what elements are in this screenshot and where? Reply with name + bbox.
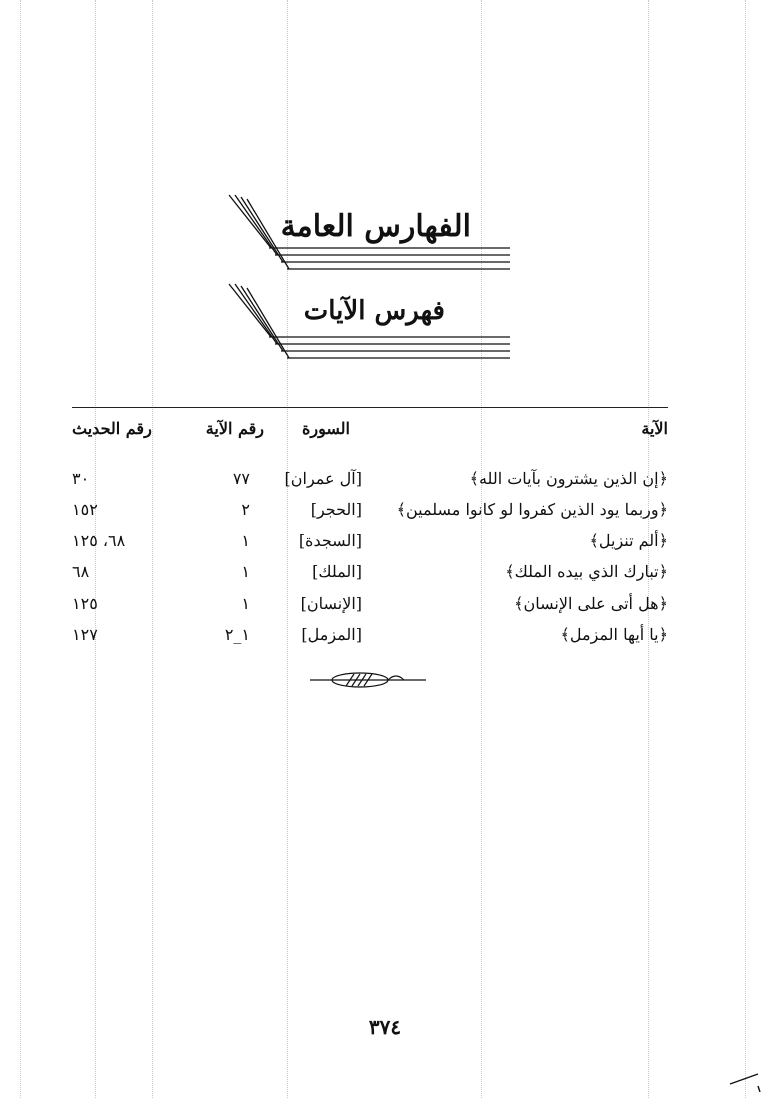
hadith-number: ١٢٧ [72, 625, 98, 644]
ayah-number: ١_٢ [224, 625, 250, 644]
table-row [72, 558, 668, 588]
verse-text: ﴿يا أيها المزمل﴾ [560, 625, 668, 644]
hadith-number: ١٢٥ [72, 594, 98, 613]
header-ayah-number: رقم الآية [205, 419, 264, 438]
end-ornament-icon [308, 668, 428, 692]
verse-text: ﴿وربما يود الذين كفروا لو كانوا مسلمين﴾ [396, 500, 668, 519]
table-row [72, 621, 668, 651]
page-number: ٣٧٤ [368, 1015, 402, 1039]
sub-heading-banner [225, 282, 515, 382]
verse-text: ﴿ألم تنزيل﴾ [589, 531, 668, 550]
table-row [72, 527, 668, 557]
ayah-number: ١ [241, 594, 250, 613]
ayah-number: ٧٧ [232, 469, 250, 488]
table-row [72, 465, 668, 495]
surah-name: [الإنسان] [300, 594, 362, 613]
table-header [72, 415, 668, 445]
hadith-number: ٣٠ [72, 469, 90, 488]
surah-name: [آل عمران] [284, 469, 362, 488]
scan-line [20, 0, 21, 1098]
main-heading-title: الفهارس العامة [280, 209, 471, 244]
table-top-rule [72, 407, 668, 408]
ayah-number: ٢ [241, 500, 250, 519]
surah-name: [الحجر] [310, 500, 362, 519]
table-row [72, 590, 668, 620]
header-verse: الآية [641, 419, 668, 438]
ayah-number: ١ [241, 562, 250, 581]
surah-name: [المزمل] [301, 625, 362, 644]
surah-name: [الملك] [312, 562, 362, 581]
scan-corner-mark [728, 1062, 762, 1092]
hadith-number: ٦٨، ١٢٥ [72, 531, 126, 550]
header-hadith-number: رقم الحديث [72, 419, 152, 438]
main-heading-banner [225, 193, 515, 293]
sub-heading-title: فهرس الآيات [303, 296, 445, 326]
verse-text: ﴿إن الذين يشترون بآيات الله﴾ [469, 469, 668, 488]
ayah-number: ١ [241, 531, 250, 550]
verse-text: ﴿تبارك الذي بيده الملك﴾ [505, 562, 668, 581]
verse-text: ﴿هل أتى على الإنسان﴾ [514, 594, 668, 613]
surah-name: [السجدة] [298, 531, 362, 550]
header-surah: السورة [302, 419, 350, 438]
table-row [72, 496, 668, 526]
hadith-number: ٦٨ [72, 562, 90, 581]
scan-line [745, 0, 746, 1098]
hadith-number: ١٥٢ [72, 500, 98, 519]
